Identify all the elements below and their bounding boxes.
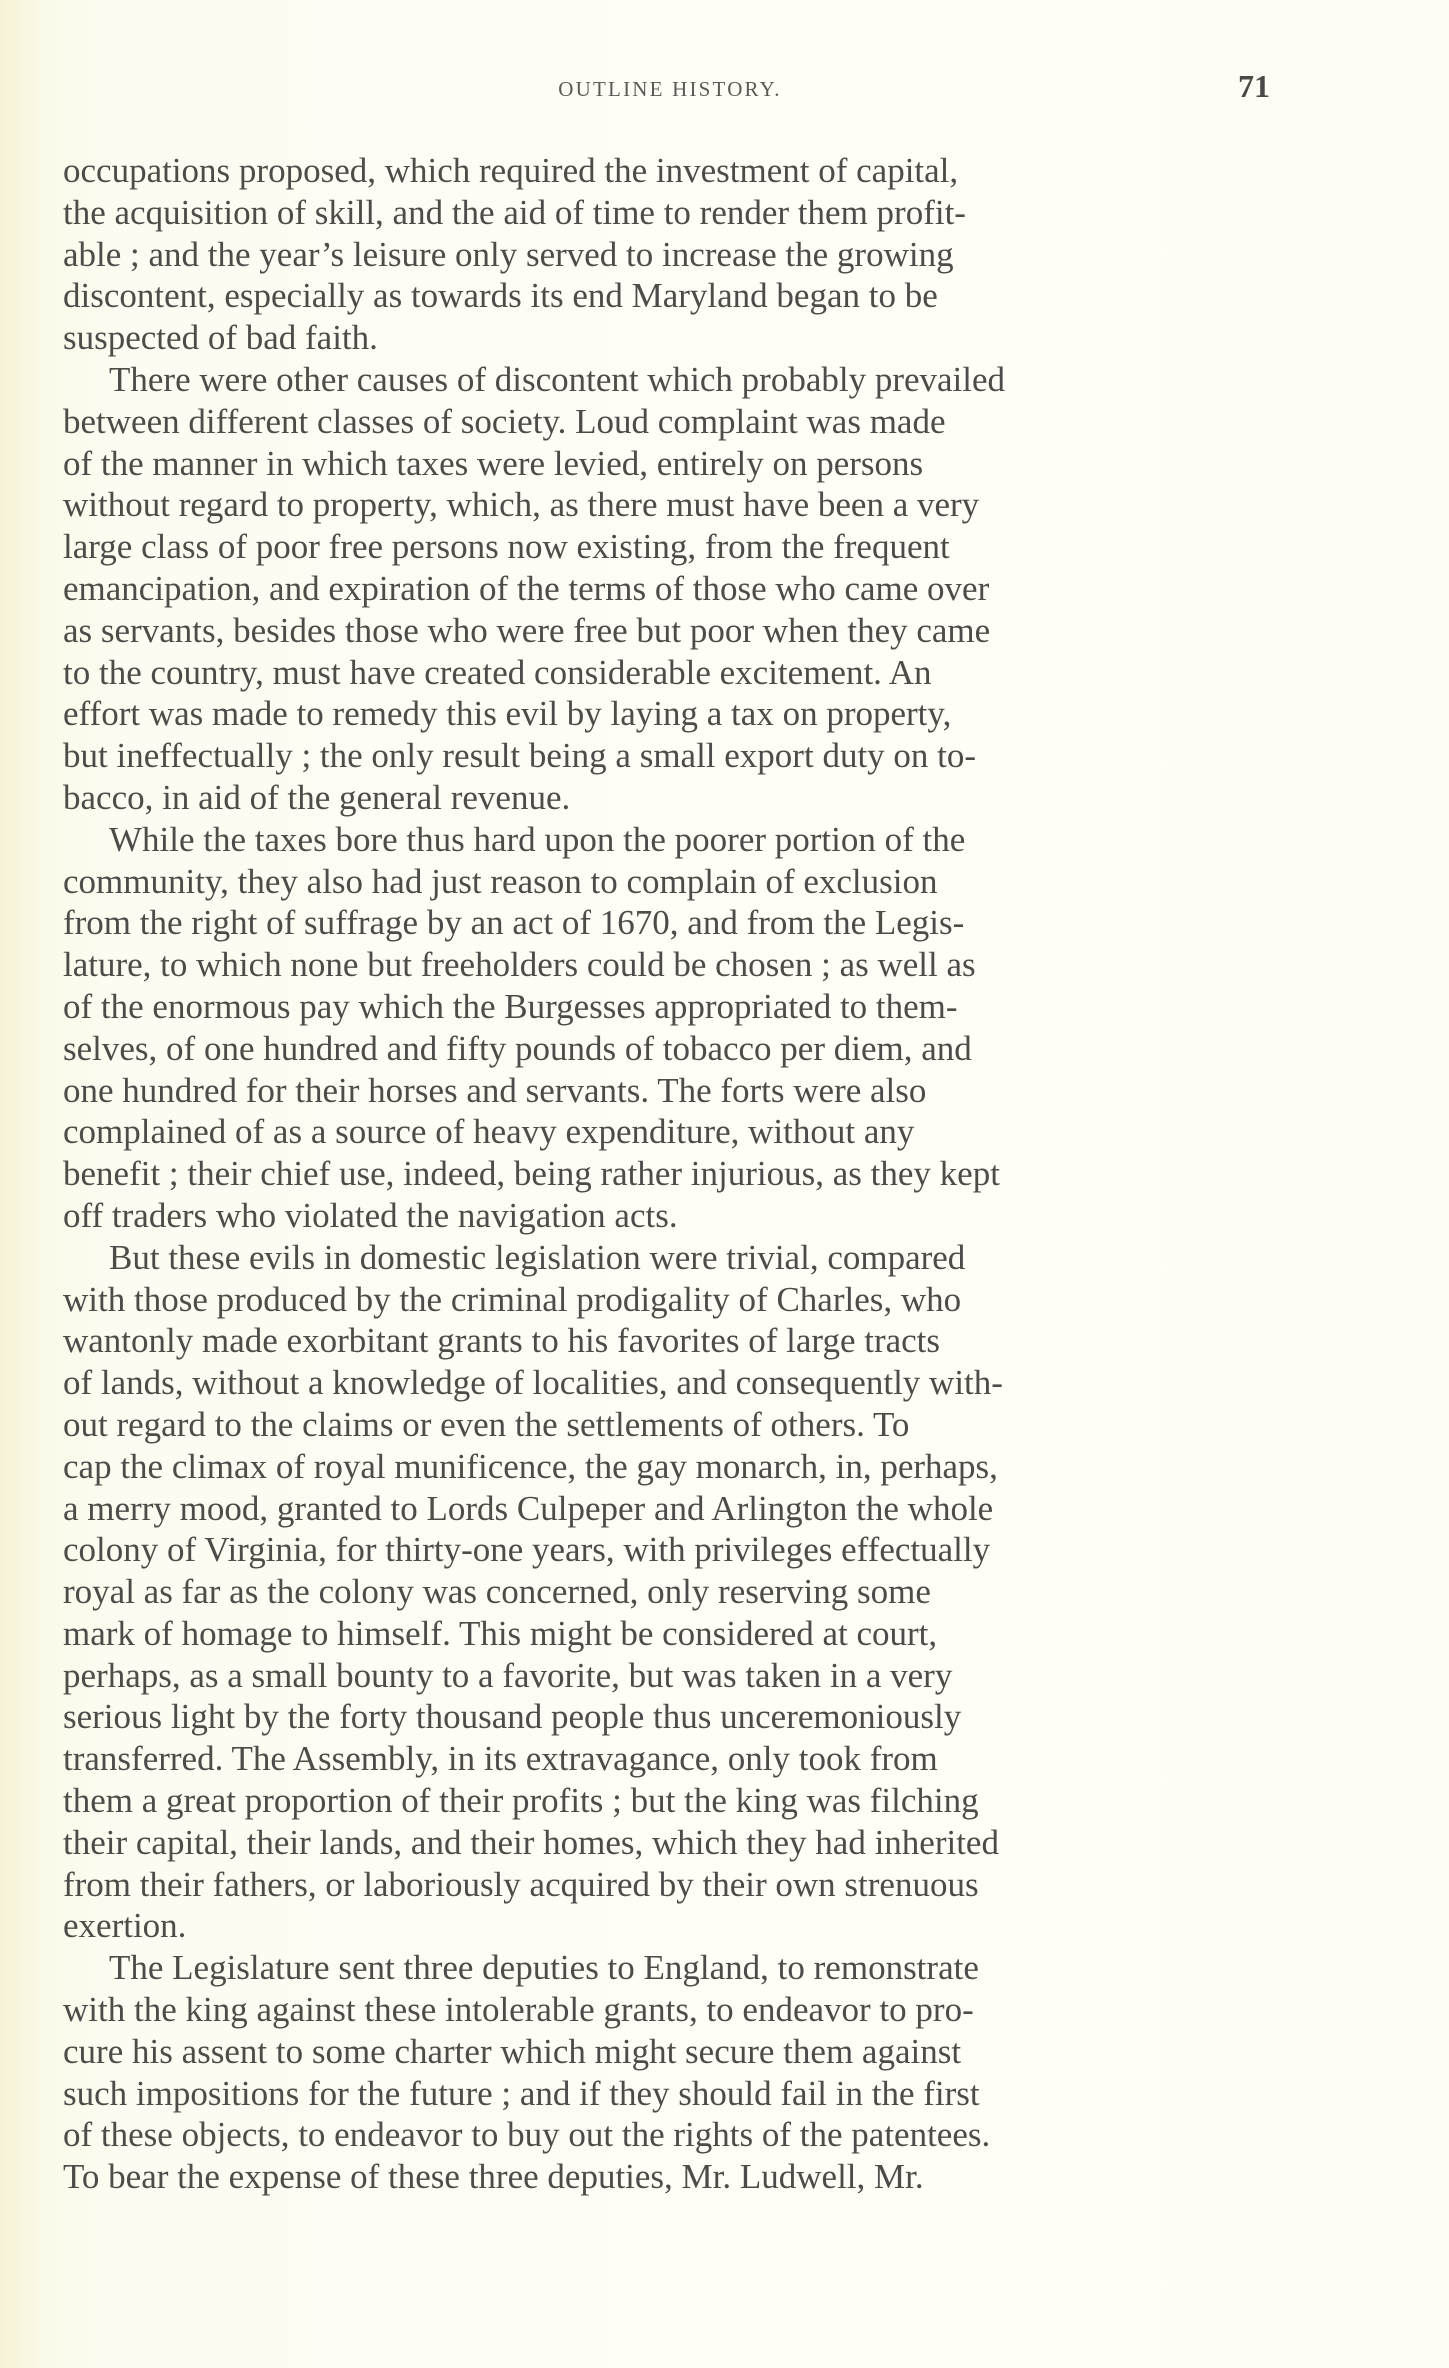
- page-number: 71: [1238, 68, 1270, 104]
- text-line: with the king against these intolerable grants, to endeavor to pro-: [63, 1990, 974, 2030]
- text-line: transferred. The Assembly, in its extravagance, only took from: [63, 1739, 938, 1779]
- text-line: a merry mood, granted to Lords Culpeper and Arlington the whole: [63, 1488, 994, 1528]
- text-line: But these evils in domestic legislation were trivial, compared: [109, 1237, 966, 1277]
- text-line: but ineffectually ; the only result being a small export duty on to-: [63, 736, 977, 776]
- text-line: serious light by the forty thousand people thus unceremoniously: [63, 1697, 962, 1737]
- text-line: There were other causes of discontent which probably prevailed: [109, 359, 1006, 399]
- text-line: of these objects, to endeavor to buy out the rights of the patentees.: [63, 2115, 991, 2155]
- text-line: lature, to which none but freeholders could be chosen ; as well as: [63, 945, 976, 985]
- text-line: benefit ; their chief use, indeed, being rather injurious, as they kept: [63, 1154, 1000, 1194]
- text-line: perhaps, as a small bounty to a favorite, but was taken in a very: [63, 1655, 953, 1695]
- text-line: cure his assent to some charter which might secure them against: [63, 2031, 962, 2071]
- paragraph: [63, 1947, 1269, 2198]
- paragraph: [63, 819, 1269, 1237]
- text-line: their capital, their lands, and their homes, which they had inherited: [63, 1822, 999, 1862]
- text-line: cap the climax of royal munificence, the gay monarch, in, perhaps,: [63, 1446, 998, 1486]
- text-line: of the enormous pay which the Burgesses appropriated to them-: [63, 986, 958, 1026]
- text-line: from the right of suffrage by an act of 1670, and from the Legis-: [63, 903, 965, 943]
- text-line: with those produced by the criminal prodigality of Charles, who: [63, 1279, 962, 1319]
- text-line: out regard to the claims or even the settlements of others. To: [63, 1404, 910, 1444]
- text-line: of lands, without a knowledge of localities, and consequently with-: [63, 1363, 1003, 1403]
- text-line: without regard to property, which, as there must have been a very: [63, 485, 980, 525]
- text-line: community, they also had just reason to complain of exclusion: [63, 861, 938, 901]
- text-line: of the manner in which taxes were levied, entirely on persons: [63, 443, 924, 483]
- text-line: To bear the expense of these three deputies, Mr. Ludwell, Mr.: [63, 2157, 924, 2197]
- text-line: as servants, besides those who were free but poor when they came: [63, 610, 991, 650]
- running-head-title: OUTLINE HISTORY.: [558, 77, 782, 101]
- body-text: [63, 150, 1269, 2198]
- text-line: selves, of one hundred and fifty pounds of tobacco per diem, and: [63, 1028, 972, 1068]
- text-line: such impositions for the future ; and if they should fail in the first: [63, 2073, 980, 2113]
- text-line: large class of poor free persons now existing, from the frequent: [63, 527, 950, 567]
- paragraph: [63, 150, 1269, 359]
- text-line: between different classes of society. Loud complaint was made: [63, 401, 946, 441]
- text-line: to the country, must have created considerable excitement. An: [63, 652, 932, 692]
- text-line: suspected of bad faith.: [63, 318, 378, 358]
- text-line: The Legislature sent three deputies to England, to remonstrate: [109, 1948, 979, 1988]
- text-line: effort was made to remedy this evil by laying a tax on property,: [63, 694, 952, 734]
- text-line: While the taxes bore thus hard upon the poorer portion of the: [109, 819, 966, 859]
- text-line: discontent, especially as towards its end Maryland began to be: [63, 276, 938, 316]
- paragraph: [63, 359, 1269, 819]
- text-line: occupations proposed, which required the investment of capital,: [63, 151, 959, 190]
- text-line: one hundred for their horses and servants. The forts were also: [63, 1070, 927, 1110]
- text-line: mark of homage to himself. This might be considered at court,: [63, 1613, 938, 1653]
- text-line: exertion.: [63, 1906, 187, 1946]
- text-line: them a great proportion of their profits ; but the king was filching: [63, 1781, 979, 1821]
- text-line: the acquisition of skill, and the aid of time to render them profit-: [63, 192, 966, 232]
- text-line: off traders who violated the navigation acts.: [63, 1195, 678, 1235]
- text-line: colony of Virginia, for thirty-one years, with privileges effectually: [63, 1530, 991, 1570]
- text-line: complained of as a source of heavy expenditure, without any: [63, 1112, 915, 1152]
- paragraph: [63, 1237, 1269, 1948]
- text-line: able ; and the year’s leisure only served to increase the growing: [63, 234, 954, 274]
- text-line: wantonly made exorbitant grants to his favorites of large tracts: [63, 1321, 941, 1361]
- text-line: emancipation, and expiration of the terms of those who came over: [63, 568, 990, 608]
- text-line: royal as far as the colony was concerned, only reserving some: [63, 1572, 931, 1612]
- text-line: from their fathers, or laboriously acquired by their own strenuous: [63, 1864, 979, 1904]
- text-line: bacco, in aid of the general revenue.: [63, 777, 571, 817]
